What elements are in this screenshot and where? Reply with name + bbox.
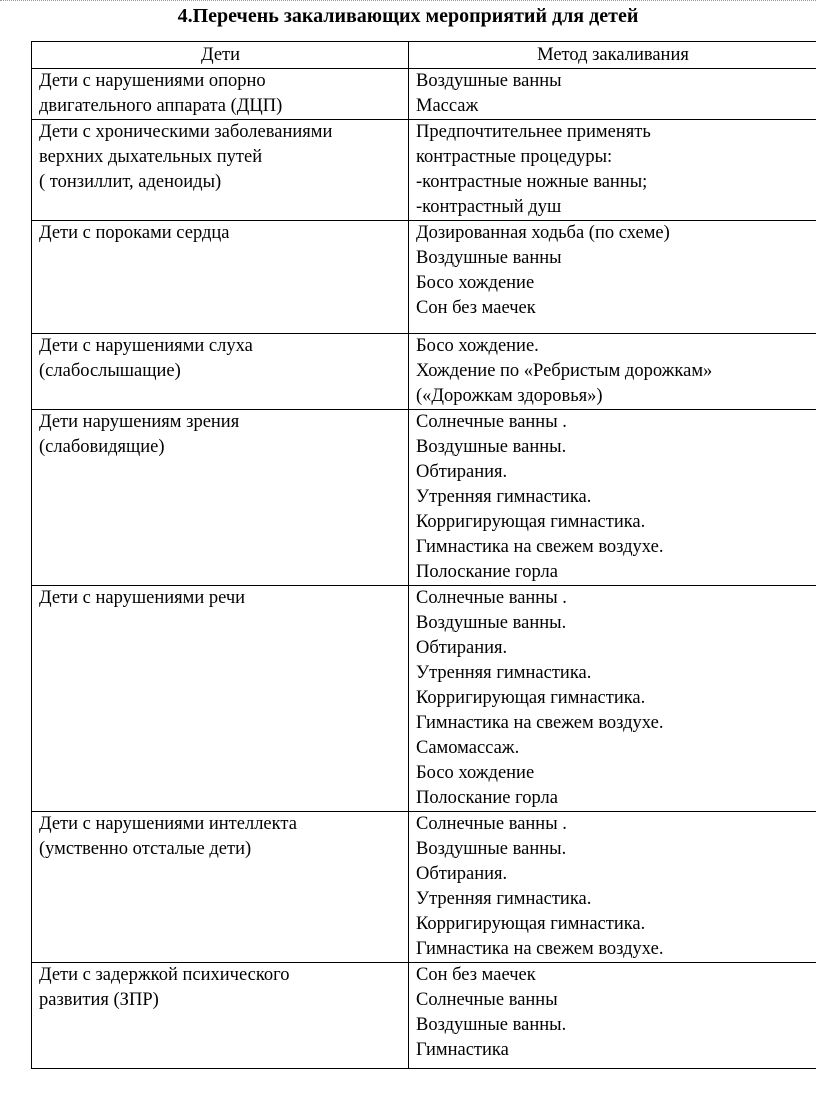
method-line: Воздушные ванны bbox=[416, 71, 562, 91]
hardening-table bbox=[31, 41, 816, 1069]
table-header-row bbox=[32, 42, 816, 69]
method-line: Солнечные ванны . bbox=[416, 588, 567, 608]
method-cell bbox=[409, 410, 816, 586]
method-line: («Дорожкам здоровья») bbox=[416, 386, 603, 406]
children-cell bbox=[32, 410, 409, 586]
table-row bbox=[32, 221, 816, 334]
method-line: Воздушные ванны. bbox=[416, 1015, 567, 1035]
method-line: Сон без маечек bbox=[416, 298, 536, 318]
method-line: Корригирующая гимнастика. bbox=[416, 914, 646, 934]
children-cell bbox=[32, 812, 409, 963]
method-line: Обтирания. bbox=[416, 462, 508, 482]
method-line: Гимнастика на свежем воздухе. bbox=[416, 939, 664, 959]
method-line: Обтирания. bbox=[416, 638, 508, 658]
table-row bbox=[32, 812, 816, 963]
method-line: Предпочтительнее применять bbox=[416, 122, 651, 142]
children-cell bbox=[32, 963, 409, 1069]
page-title: 4.Перечень закаливающих мероприятий для детей bbox=[177, 5, 639, 27]
children-cell bbox=[32, 69, 409, 120]
children-line: Дети с нарушениями слуха bbox=[39, 336, 253, 356]
children-line: (слабослышащие) bbox=[39, 361, 181, 381]
method-line: Полоскание горла bbox=[416, 562, 558, 582]
header-children: Дети bbox=[32, 42, 409, 69]
method-line: Воздушные ванны. bbox=[416, 437, 567, 457]
children-line: Дети с задержкой психического bbox=[39, 965, 290, 985]
children-line: верхних дыхательных путей bbox=[39, 147, 263, 167]
method-line: Солнечные ванны bbox=[416, 990, 558, 1010]
children-line: ( тонзиллит, аденоиды) bbox=[39, 172, 222, 192]
method-line: Воздушные ванны. bbox=[416, 613, 567, 633]
method-line: Корригирующая гимнастика. bbox=[416, 688, 646, 708]
method-cell bbox=[409, 120, 816, 221]
method-line: Солнечные ванны . bbox=[416, 814, 567, 834]
method-line: Гимнастика на свежем воздухе. bbox=[416, 713, 664, 733]
table-body bbox=[32, 69, 816, 1069]
method-line: Дозированная ходьба (по схеме) bbox=[416, 223, 670, 243]
method-line: Утренняя гимнастика. bbox=[416, 663, 592, 683]
method-cell bbox=[409, 69, 816, 120]
method-line: Сон без маечек bbox=[416, 965, 536, 985]
method-cell bbox=[409, 963, 816, 1069]
method-line: Утренняя гимнастика. bbox=[416, 889, 592, 909]
method-line: Босо хождение bbox=[416, 273, 535, 293]
method-cell bbox=[409, 812, 816, 963]
children-line: Дети с пороками сердца bbox=[39, 223, 230, 243]
table-row bbox=[32, 410, 816, 586]
children-line: Дети с нарушениями речи bbox=[39, 588, 246, 608]
children-line: Дети нарушениям зрения bbox=[39, 412, 240, 432]
table-row bbox=[32, 963, 816, 1069]
method-line: Полоскание горла bbox=[416, 788, 558, 808]
method-line: Гимнастика на свежем воздухе. bbox=[416, 537, 664, 557]
children-line: развития (ЗПР) bbox=[39, 990, 159, 1010]
method-line: Массаж bbox=[416, 96, 479, 116]
children-line: Дети с нарушениями опорно bbox=[39, 71, 266, 91]
table-row bbox=[32, 69, 816, 120]
children-cell bbox=[32, 586, 409, 812]
method-line: -контрастные ножные ванны; bbox=[416, 172, 648, 192]
method-cell bbox=[409, 221, 816, 334]
method-line: Босо хождение. bbox=[416, 336, 539, 356]
method-line: Солнечные ванны . bbox=[416, 412, 567, 432]
method-cell bbox=[409, 334, 816, 410]
table-row bbox=[32, 586, 816, 812]
method-cell bbox=[409, 586, 816, 812]
table-row bbox=[32, 120, 816, 221]
method-line: -контрастный душ bbox=[416, 197, 562, 217]
method-line: Хождение по «Ребристым дорожкам» bbox=[416, 361, 713, 381]
method-line: Воздушные ванны. bbox=[416, 839, 567, 859]
method-line: Воздушные ванны bbox=[416, 248, 562, 268]
header-method: Метод закаливания bbox=[409, 42, 816, 69]
method-line: Босо хождение bbox=[416, 763, 535, 783]
children-cell bbox=[32, 221, 409, 334]
method-line: Утренняя гимнастика. bbox=[416, 487, 592, 507]
children-cell bbox=[32, 334, 409, 410]
method-line: Корригирующая гимнастика. bbox=[416, 512, 646, 532]
children-line: (умственно отсталые дети) bbox=[39, 839, 252, 859]
table-row bbox=[32, 334, 816, 410]
children-line: (слабовидящие) bbox=[39, 437, 165, 457]
children-line: двигательного аппарата (ДЦП) bbox=[39, 96, 283, 116]
children-cell bbox=[32, 120, 409, 221]
method-line: Самомассаж. bbox=[416, 738, 520, 758]
children-line: Дети с хроническими заболеваниями bbox=[39, 122, 333, 142]
method-line: контрастные процедуры: bbox=[416, 147, 613, 167]
method-line: Гимнастика bbox=[416, 1040, 509, 1060]
method-line: Обтирания. bbox=[416, 864, 508, 884]
children-line: Дети с нарушениями интеллекта bbox=[39, 814, 297, 834]
